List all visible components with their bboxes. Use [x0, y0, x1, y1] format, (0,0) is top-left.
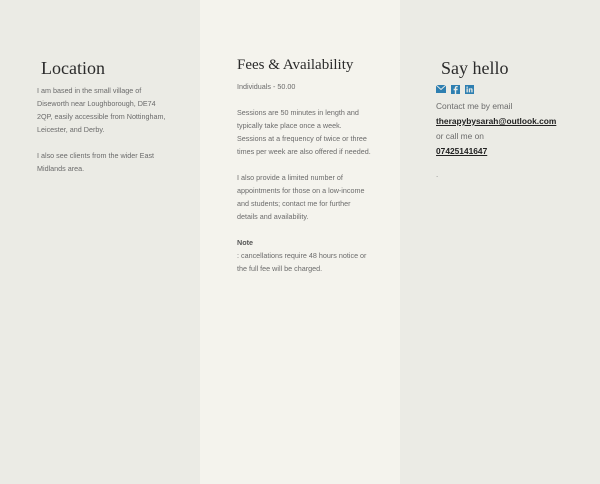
social-links [436, 83, 596, 95]
location-heading: Location [41, 58, 105, 78]
email-prompt: Contact me by email [436, 101, 513, 111]
facebook-icon[interactable] [451, 85, 460, 94]
mail-icon[interactable] [436, 85, 446, 93]
fees-limited: I also provide a limited number of appointments for those on a low-income and students; contact me for further details and availability. [237, 173, 365, 221]
fees-heading: Fees & Availability [237, 57, 354, 73]
note-label: Note [237, 238, 253, 247]
location-paragraph-2: I also see clients from the wider East Midlands area. [37, 151, 155, 173]
fees-sessions: Sessions are 50 minutes in length and typically take place once a week. Sessions at a frequency of twice or three times per week are also offered if needed. [237, 108, 371, 156]
contact-column [400, 0, 600, 484]
fees-individuals: Individuals - 50.00 [237, 82, 296, 91]
location-paragraph-1: I am based in the small village of Diseworth near Loughborough, DE74 2QP, easily accessible from Nottingham, Leicester, and Derby. [37, 86, 166, 134]
location-text [37, 84, 172, 175]
note-text: : cancellations require 48 hours notice or the full fee will be charged. [237, 251, 367, 273]
contact-block [436, 83, 596, 182]
fees-column [200, 0, 400, 484]
location-column [0, 0, 200, 484]
phone-prompt: or call me on [436, 131, 484, 141]
linkedin-icon[interactable] [465, 85, 474, 94]
phone-link[interactable]: 07425141647 [436, 146, 488, 156]
fees-text [237, 80, 372, 275]
trailing-dot: . [436, 170, 439, 179]
contact-heading: Say hello [441, 58, 509, 78]
email-link[interactable]: therapybysarah@outlook.com [436, 116, 557, 126]
